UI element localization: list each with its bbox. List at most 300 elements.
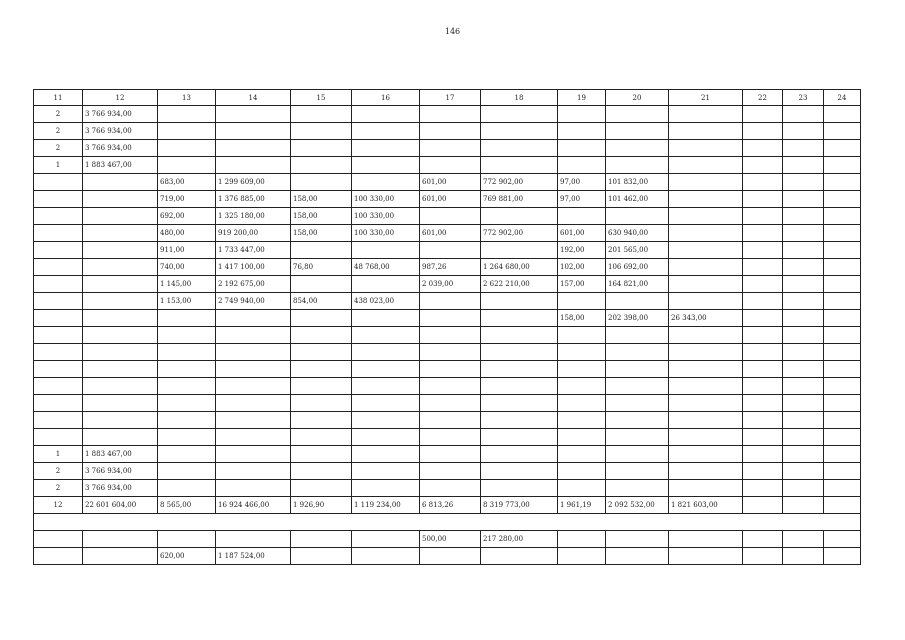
table-cell <box>783 293 824 310</box>
table-cell <box>669 531 743 548</box>
table-cell: 76,80 <box>291 259 352 276</box>
table-cell <box>83 208 158 225</box>
table-cell <box>783 174 824 191</box>
table-cell <box>352 327 420 344</box>
table-cell <box>158 412 216 429</box>
table-cell <box>783 140 824 157</box>
table-cell <box>669 480 743 497</box>
table-cell <box>481 157 558 174</box>
table-cell: 1 264 680,00 <box>481 259 558 276</box>
table-cell <box>606 480 669 497</box>
table-cell <box>216 140 291 157</box>
table-cell <box>352 140 420 157</box>
table-cell <box>743 378 783 395</box>
table-cell: 158,00 <box>291 225 352 242</box>
table-cell <box>824 412 861 429</box>
table-cell <box>743 106 783 123</box>
table-cell <box>824 276 861 293</box>
table-cell <box>291 361 352 378</box>
table-cell <box>352 157 420 174</box>
table-cell <box>34 208 83 225</box>
table-cell <box>669 378 743 395</box>
table-cell <box>606 361 669 378</box>
table-cell <box>481 463 558 480</box>
table-cell <box>352 310 420 327</box>
table-cell <box>34 276 83 293</box>
table-cell <box>743 412 783 429</box>
table-cell <box>824 378 861 395</box>
table-cell: 48 768,00 <box>352 259 420 276</box>
table-cell <box>216 395 291 412</box>
table-cell <box>352 480 420 497</box>
table-cell <box>420 446 481 463</box>
table-cell <box>34 191 83 208</box>
table-cell: 1 119 234,00 <box>352 497 420 514</box>
table-cell <box>558 106 606 123</box>
table-cell: 3 766 934,00 <box>83 463 158 480</box>
table-cell <box>291 344 352 361</box>
table-cell <box>216 463 291 480</box>
table-cell <box>83 174 158 191</box>
table-cell <box>783 208 824 225</box>
table-cell <box>824 106 861 123</box>
table-cell: 16 <box>352 90 420 106</box>
table-cell <box>558 327 606 344</box>
table-cell: 1 376 885,00 <box>216 191 291 208</box>
table-cell <box>783 412 824 429</box>
table-cell <box>824 446 861 463</box>
table-cell <box>291 157 352 174</box>
table-cell <box>158 310 216 327</box>
table-cell <box>83 225 158 242</box>
table-body <box>34 90 861 565</box>
table-cell: 8 565,00 <box>158 497 216 514</box>
table-cell: 18 <box>481 90 558 106</box>
table-cell <box>34 378 83 395</box>
table-cell <box>558 293 606 310</box>
table-cell <box>420 548 481 565</box>
table-cell <box>824 497 861 514</box>
table-cell <box>34 344 83 361</box>
table-cell: 100 330,00 <box>352 225 420 242</box>
table-cell <box>352 242 420 259</box>
table-row <box>34 378 861 395</box>
table-cell <box>291 174 352 191</box>
table-cell <box>481 344 558 361</box>
table-cell <box>606 412 669 429</box>
table-cell <box>34 174 83 191</box>
table-cell <box>291 378 352 395</box>
table-cell <box>291 327 352 344</box>
table-cell <box>783 310 824 327</box>
table-cell <box>743 327 783 344</box>
table-row <box>34 191 861 208</box>
table-cell <box>558 361 606 378</box>
table-cell <box>743 446 783 463</box>
table-cell <box>743 497 783 514</box>
table-cell <box>824 123 861 140</box>
table-cell <box>291 531 352 548</box>
table-cell <box>558 344 606 361</box>
table-cell <box>352 106 420 123</box>
table-cell <box>558 140 606 157</box>
table-cell <box>216 361 291 378</box>
table-cell: 740,00 <box>158 259 216 276</box>
table-cell: 13 <box>158 90 216 106</box>
table-cell <box>34 531 83 548</box>
table-cell <box>481 310 558 327</box>
table-cell: 106 692,00 <box>606 259 669 276</box>
table-cell: 1 926,90 <box>291 497 352 514</box>
table-cell <box>669 174 743 191</box>
table-cell: 1 417 100,00 <box>216 259 291 276</box>
table-cell: 14 <box>216 90 291 106</box>
table-cell <box>420 157 481 174</box>
table-cell <box>420 208 481 225</box>
table-cell: 101 832,00 <box>606 174 669 191</box>
table-cell <box>352 174 420 191</box>
table-cell <box>558 208 606 225</box>
table-cell <box>783 157 824 174</box>
table-cell: 1 883 467,00 <box>83 446 158 463</box>
table-cell: 12 <box>83 90 158 106</box>
table-row <box>34 412 861 429</box>
table-cell <box>669 446 743 463</box>
table-cell: 911,00 <box>158 242 216 259</box>
table-cell <box>352 463 420 480</box>
table-cell <box>743 344 783 361</box>
table-cell <box>291 429 352 446</box>
table-cell <box>743 480 783 497</box>
table-cell: 201 565,00 <box>606 242 669 259</box>
table-cell <box>83 548 158 565</box>
table-cell <box>158 446 216 463</box>
table-cell <box>158 157 216 174</box>
table-cell <box>824 174 861 191</box>
table-cell <box>158 480 216 497</box>
table-cell <box>558 395 606 412</box>
table-cell <box>481 123 558 140</box>
table-cell <box>558 157 606 174</box>
table-cell <box>216 327 291 344</box>
table-cell <box>481 548 558 565</box>
separator-row <box>34 514 861 531</box>
table-cell <box>83 293 158 310</box>
table-cell <box>481 446 558 463</box>
table-cell <box>824 259 861 276</box>
table-cell <box>783 497 824 514</box>
table-cell: 601,00 <box>420 191 481 208</box>
table-row <box>34 157 861 174</box>
table-row <box>34 480 861 497</box>
table-cell <box>420 123 481 140</box>
table-cell <box>669 548 743 565</box>
table-cell <box>669 191 743 208</box>
table-cell <box>558 480 606 497</box>
table-cell: 2 <box>34 463 83 480</box>
table-row <box>34 276 861 293</box>
table-cell <box>669 293 743 310</box>
table-cell: 192,00 <box>558 242 606 259</box>
table-cell <box>824 293 861 310</box>
table-cell <box>743 548 783 565</box>
table-cell: 164 821,00 <box>606 276 669 293</box>
table-cell <box>743 191 783 208</box>
table-cell <box>158 106 216 123</box>
table-cell <box>481 293 558 310</box>
table-cell: 3 766 934,00 <box>83 480 158 497</box>
table-cell <box>743 174 783 191</box>
table-cell <box>158 123 216 140</box>
table-cell <box>352 412 420 429</box>
table-cell <box>158 531 216 548</box>
table-cell <box>291 242 352 259</box>
table-cell <box>291 480 352 497</box>
table-cell <box>783 361 824 378</box>
table-cell: 630 940,00 <box>606 225 669 242</box>
table-cell <box>291 463 352 480</box>
table-cell <box>481 429 558 446</box>
table-cell <box>34 259 83 276</box>
table-cell <box>606 378 669 395</box>
table-cell <box>558 463 606 480</box>
table-cell <box>606 123 669 140</box>
table-cell <box>743 242 783 259</box>
table-cell <box>669 259 743 276</box>
table-cell <box>824 310 861 327</box>
table-row <box>34 123 861 140</box>
table-cell <box>743 463 783 480</box>
table-cell: 500,00 <box>420 531 481 548</box>
table-cell <box>669 344 743 361</box>
table-cell <box>216 310 291 327</box>
table-cell <box>83 310 158 327</box>
table-cell <box>743 429 783 446</box>
table-cell <box>352 378 420 395</box>
table-cell <box>420 395 481 412</box>
table-cell <box>216 480 291 497</box>
separator-cell <box>34 514 861 531</box>
table-cell: 97,00 <box>558 191 606 208</box>
table-cell: 16 924 466,00 <box>216 497 291 514</box>
header-row <box>34 90 861 106</box>
table-cell <box>352 446 420 463</box>
table-cell <box>824 531 861 548</box>
table-cell <box>606 157 669 174</box>
table-cell <box>481 480 558 497</box>
table-cell <box>783 123 824 140</box>
table-cell <box>558 531 606 548</box>
table-cell <box>783 242 824 259</box>
table-cell <box>743 140 783 157</box>
table-cell: 1 145,00 <box>158 276 216 293</box>
table-cell <box>420 412 481 429</box>
table-cell <box>824 548 861 565</box>
table-cell <box>743 361 783 378</box>
table-cell <box>824 208 861 225</box>
table-cell <box>606 548 669 565</box>
table-cell <box>34 242 83 259</box>
table-cell: 158,00 <box>291 208 352 225</box>
table-cell <box>352 123 420 140</box>
table-cell: 1 187 524,00 <box>216 548 291 565</box>
table-cell <box>291 395 352 412</box>
table-row <box>34 344 861 361</box>
table-cell <box>669 123 743 140</box>
table-cell <box>216 531 291 548</box>
table-cell <box>216 412 291 429</box>
table-cell <box>743 157 783 174</box>
table-cell <box>824 480 861 497</box>
table-cell <box>352 276 420 293</box>
table-cell <box>34 327 83 344</box>
table-cell: 158,00 <box>291 191 352 208</box>
table-cell: 19 <box>558 90 606 106</box>
table-cell: 2 <box>34 480 83 497</box>
table-cell <box>606 327 669 344</box>
table-cell <box>352 395 420 412</box>
page-number: 146 <box>444 27 461 36</box>
table-cell: 854,00 <box>291 293 352 310</box>
table-cell <box>420 106 481 123</box>
table-cell: 919 200,00 <box>216 225 291 242</box>
table-cell <box>669 157 743 174</box>
table-cell <box>783 548 824 565</box>
table-cell <box>83 531 158 548</box>
table-cell <box>216 157 291 174</box>
table-cell <box>669 327 743 344</box>
table-row <box>34 395 861 412</box>
table-cell: 1 299 609,00 <box>216 174 291 191</box>
table-cell <box>420 344 481 361</box>
table-cell: 1 325 180,00 <box>216 208 291 225</box>
table-cell <box>83 276 158 293</box>
table-cell: 102,00 <box>558 259 606 276</box>
table-cell <box>420 361 481 378</box>
table-cell <box>216 446 291 463</box>
table-cell <box>420 293 481 310</box>
table-cell: 217 280,00 <box>481 531 558 548</box>
table-cell: 987,26 <box>420 259 481 276</box>
table-cell: 20 <box>606 90 669 106</box>
table-cell: 601,00 <box>420 174 481 191</box>
table-cell <box>824 157 861 174</box>
table-cell <box>558 429 606 446</box>
table-cell <box>606 395 669 412</box>
table-cell <box>783 463 824 480</box>
table-cell <box>34 310 83 327</box>
table-cell <box>291 446 352 463</box>
table-cell: 17 <box>420 90 481 106</box>
table-cell: 100 330,00 <box>352 208 420 225</box>
table-cell <box>352 531 420 548</box>
table-cell <box>824 344 861 361</box>
table-cell <box>558 378 606 395</box>
table-cell <box>481 412 558 429</box>
table-cell <box>291 412 352 429</box>
table-cell: 202 398,00 <box>606 310 669 327</box>
table-cell <box>481 395 558 412</box>
table-cell <box>83 412 158 429</box>
table-cell <box>783 429 824 446</box>
table-cell <box>824 395 861 412</box>
table-cell <box>420 242 481 259</box>
table-cell: 1 <box>34 446 83 463</box>
table-cell: 772 902,00 <box>481 174 558 191</box>
table-cell: 2 192 675,00 <box>216 276 291 293</box>
table-cell <box>783 531 824 548</box>
table-row <box>34 208 861 225</box>
table-cell <box>669 106 743 123</box>
table-row <box>34 259 861 276</box>
table-cell: 157,00 <box>558 276 606 293</box>
table-cell <box>743 293 783 310</box>
table-cell <box>481 361 558 378</box>
table-row <box>34 293 861 310</box>
table-cell <box>158 429 216 446</box>
table-cell <box>34 361 83 378</box>
table-row <box>34 106 861 123</box>
table-cell <box>669 463 743 480</box>
table-row <box>34 548 861 565</box>
table-cell: 3 766 934,00 <box>83 140 158 157</box>
table-cell <box>669 429 743 446</box>
table-cell: 12 <box>34 497 83 514</box>
table-cell <box>158 140 216 157</box>
table-row <box>34 446 861 463</box>
table-cell <box>824 429 861 446</box>
table-cell <box>669 412 743 429</box>
table-cell <box>783 395 824 412</box>
table-cell <box>352 548 420 565</box>
table-cell <box>824 225 861 242</box>
table-cell: 2 749 940,00 <box>216 293 291 310</box>
table-cell <box>352 429 420 446</box>
table-cell <box>743 259 783 276</box>
table-cell <box>669 208 743 225</box>
table-cell <box>291 548 352 565</box>
table-cell <box>743 395 783 412</box>
table-cell <box>34 412 83 429</box>
table-cell <box>606 446 669 463</box>
table-cell: 101 462,00 <box>606 191 669 208</box>
table-cell <box>291 310 352 327</box>
table-cell <box>606 429 669 446</box>
table-cell <box>420 378 481 395</box>
table-cell: 719,00 <box>158 191 216 208</box>
table-cell <box>783 259 824 276</box>
table-cell <box>83 327 158 344</box>
table-cell <box>558 123 606 140</box>
table-cell <box>783 344 824 361</box>
table-cell: 26 343,00 <box>669 310 743 327</box>
table-cell: 15 <box>291 90 352 106</box>
table-cell <box>83 344 158 361</box>
table-cell <box>824 327 861 344</box>
table-cell <box>420 429 481 446</box>
table-cell: 2 039,00 <box>420 276 481 293</box>
table-cell <box>83 259 158 276</box>
table-cell: 97,00 <box>558 174 606 191</box>
table-cell <box>158 463 216 480</box>
table-cell: 22 <box>743 90 783 106</box>
table-cell <box>783 106 824 123</box>
table-cell: 438 023,00 <box>352 293 420 310</box>
table-cell <box>743 531 783 548</box>
table-cell <box>606 140 669 157</box>
table-cell <box>83 395 158 412</box>
table-cell: 2 <box>34 140 83 157</box>
